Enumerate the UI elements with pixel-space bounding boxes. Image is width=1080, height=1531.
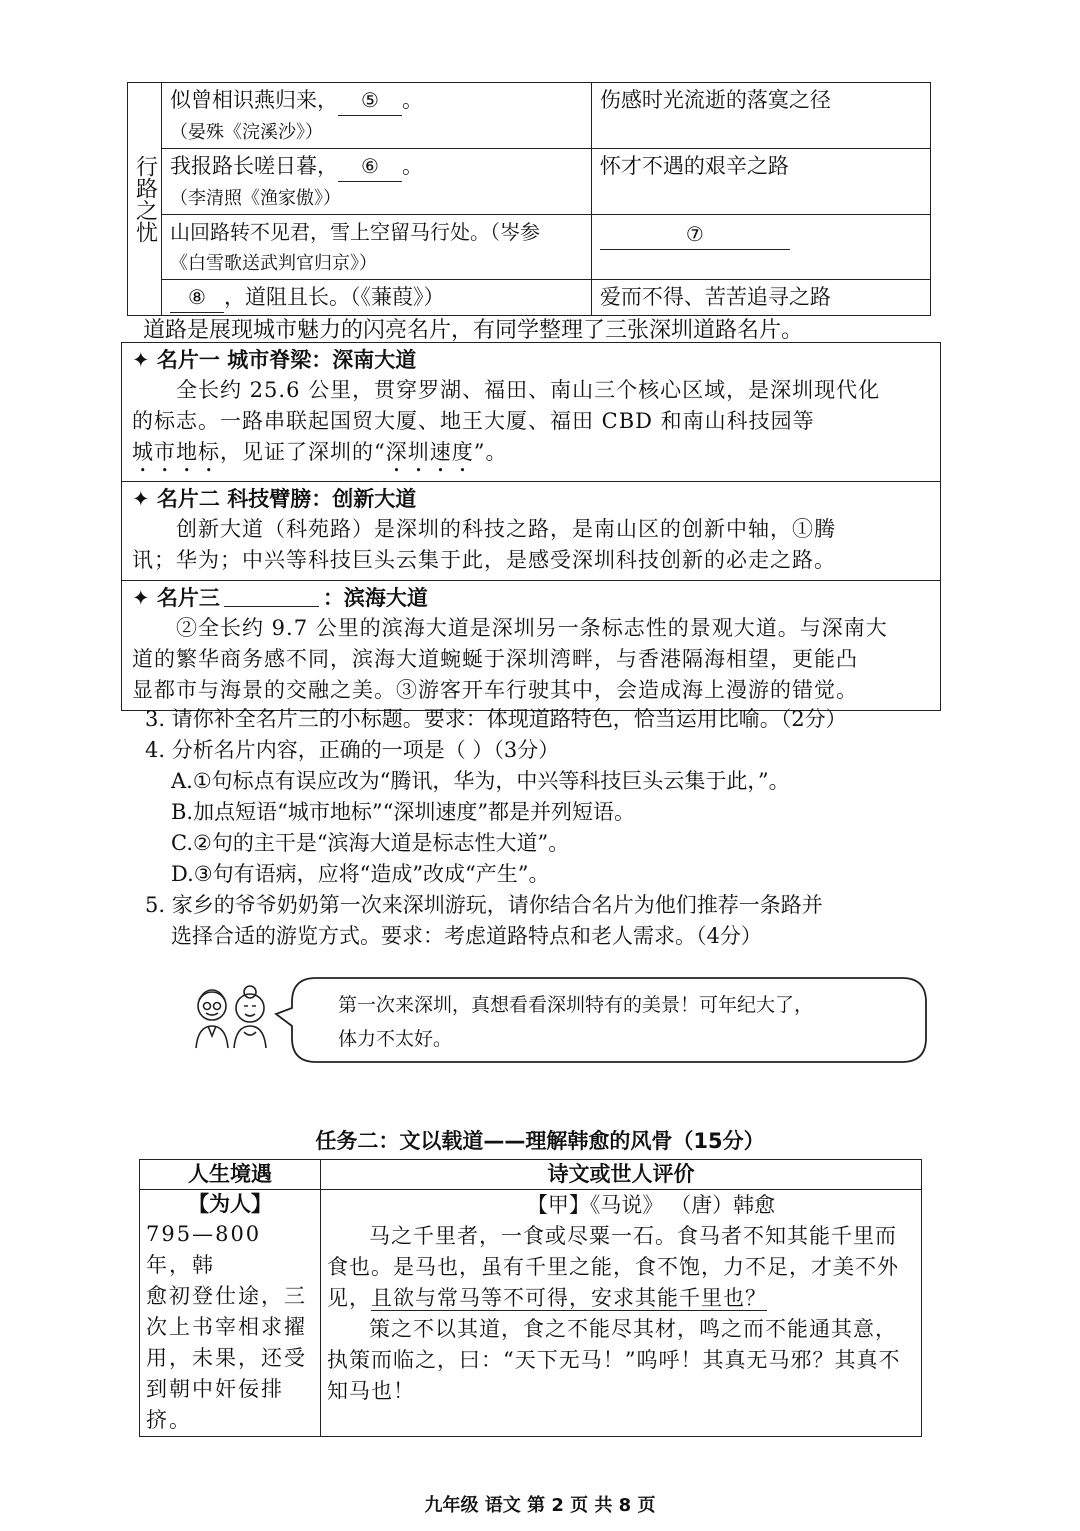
poem-line-7	[162, 215, 592, 280]
passage-paragraph	[327, 1221, 915, 1314]
desc-text: 伤感时光流逝的落寞之径	[599, 88, 831, 112]
diamond-sparkle-icon: ✦	[132, 586, 150, 610]
card-1	[122, 343, 940, 482]
poem-text: 似曾相识燕归来，	[170, 88, 339, 112]
card-text: ”。	[473, 440, 508, 464]
desc-cell	[591, 149, 930, 215]
bio-line: 次上书宰相求擢	[146, 1315, 307, 1339]
poem-source: （晏殊《浣溪沙》）	[170, 122, 324, 143]
desc-cell	[591, 83, 930, 149]
poem-source: 《白雪歌送武判官归京》）	[170, 253, 378, 274]
card-title: ：滨海大道	[322, 586, 428, 610]
blank-8[interactable]: ⑧	[170, 282, 224, 313]
card-line: 讯；华为；中兴等科技巨头云集于此，是感受深圳科技创新的必走之路。	[132, 548, 836, 572]
question-4: 4. 分析名片内容，正确的一项是（ ）（3分）	[145, 738, 560, 762]
card-2	[122, 482, 940, 581]
question-3: 3. 请你补全名片三的小标题。要求：体现道路特色，恰当运用比喻。（2分）	[145, 707, 847, 731]
col-header: 诗文或世人评价	[321, 1160, 922, 1190]
bio-text	[146, 1219, 314, 1436]
task2-title: 任务二：文以载道——理解韩愈的风骨（15分）	[315, 1129, 765, 1153]
bio-line: 用，未果，还受	[146, 1346, 307, 1370]
card-line: 的标志。一路串联起国贸大厦、地王大厦、福田 CBD 和南山科技园等	[132, 409, 815, 433]
speech-text	[338, 988, 878, 1056]
poem-source: （李清照《渔家傲》）	[170, 188, 342, 209]
blank-5[interactable]: ⑤	[338, 85, 402, 116]
desc-cell	[591, 280, 930, 316]
poem-text: 山回路转不见君，雪上空留马行处。（岑参	[170, 220, 541, 244]
bio-line: 795—800 年，韩	[146, 1222, 262, 1277]
poem-text: ，道阻且长。（《蒹葭》）	[224, 285, 445, 309]
poem-line-5	[162, 83, 592, 149]
blank-6[interactable]: ⑥	[338, 151, 402, 182]
question-5-cont: 选择合适的游览方式。要求：考虑道路特点和老人需求。（4分）	[171, 924, 762, 948]
poem-table	[127, 82, 931, 316]
speech-line: 第一次来深圳，真想看看深圳特有的美景！可年纪大了，	[338, 994, 814, 1016]
desc-text: 爱而不得、苦苦追寻之路	[599, 285, 831, 309]
card-3	[122, 581, 940, 710]
card-line	[132, 437, 932, 477]
desc-cell	[591, 215, 930, 280]
title-blank[interactable]	[224, 606, 319, 607]
category-cell	[128, 83, 162, 316]
category-label: 行路之忧	[132, 155, 158, 243]
option-d: D.③句有语病，应将“造成”改成“产生”。	[171, 862, 550, 886]
diamond-sparkle-icon: ✦	[132, 487, 150, 511]
speech-line: 体力不太好。	[338, 1028, 453, 1050]
passage-paragraph: 策之不以其道，食之不能尽其材，鸣之而不能通其意，执策而临之，曰：“天下无马！”呜呼！其真无马邪？其真不知马也！	[327, 1317, 901, 1403]
question-5: 5. 家乡的爷爷奶奶第一次来深圳游玩，请你结合名片为他们推荐一条路并	[145, 893, 823, 917]
card-text: ，见证了深圳的“	[220, 440, 386, 464]
card-line: 全长约 25.6 公里，贯穿罗湖、福田、南山三个核心区域，是深圳现代化	[176, 378, 881, 402]
dotted-text: 城市	[132, 440, 176, 464]
life-cell	[140, 1190, 321, 1437]
intro-text: 道路是展现城市魅力的闪亮名片，有同学整理了三张深圳道路名片。	[143, 318, 804, 343]
dotted-text: 深圳速度	[385, 440, 474, 464]
option-c: C.②句的主干是“滨海大道是标志性大道”。	[171, 831, 570, 855]
option-a: A.①句标点有误应改为“腾讯，华为，中兴等科技巨头云集于此，”。	[171, 769, 790, 793]
card-title: 名片二 科技臂膀：创新大道	[156, 487, 417, 511]
card-title: 名片一 城市脊梁：深南大道	[156, 348, 417, 372]
road-cards	[121, 342, 941, 711]
blank-7[interactable]: ⑦	[600, 219, 790, 250]
poem-line-6	[162, 149, 592, 215]
dotted-text: 地标	[176, 440, 220, 464]
text-cell	[321, 1190, 922, 1437]
bio-line: 挤。	[146, 1408, 192, 1432]
grandparents-illustration	[186, 982, 278, 1050]
card-line: ②全长约 9.7 公里的滨海大道是深圳另一条标志性的景观大道。与深南大	[176, 616, 888, 640]
poem-text: 。	[402, 88, 424, 112]
poem-text: 我报路长嗟日暮，	[170, 154, 339, 178]
card-title: 名片三	[156, 586, 220, 610]
han-yu-table	[139, 1159, 922, 1437]
diamond-sparkle-icon: ✦	[132, 348, 150, 372]
card-line: 创新大道（科苑路）是深圳的科技之路，是南山区的创新中轴，①腾	[176, 517, 836, 541]
bio-line: 到朝中奸佞排	[146, 1377, 284, 1401]
col-header: 人生境遇	[140, 1160, 321, 1190]
card-line: 道的繁华商务感不同，滨海大道蜿蜒于深圳湾畔，与香港隔海相望，更能凸	[132, 647, 858, 671]
questions	[145, 704, 935, 952]
poem-line-8	[162, 280, 592, 316]
desc-text: 怀才不遇的艰辛之路	[599, 154, 789, 178]
underlined-sentence: 且欲与常马等不可得，安求其能千里也？	[371, 1286, 767, 1310]
sub-heading: 【为人】	[188, 1192, 272, 1216]
card-line: 显都市与海景的交融之美。③游客开车行驶其中，会造成海上漫游的错觉。	[132, 678, 858, 702]
bio-line: 愈初登仕途，三	[146, 1284, 307, 1308]
poem-text: 。	[402, 154, 424, 178]
passage-title: 【甲】《马说》 （唐）韩愈	[526, 1193, 776, 1217]
page-footer: 九年级 语文 第 2 页 共 8 页	[424, 1495, 656, 1516]
option-b: B.加点短语“城市地标”“深圳速度”都是并列短语。	[171, 800, 636, 824]
passage-text: 马之千里者，一食或尽粟一石。食马者不知其能千里而食也。是马也，虽有千里之能，食不饱，力不足，才美不外见，	[327, 1224, 899, 1310]
